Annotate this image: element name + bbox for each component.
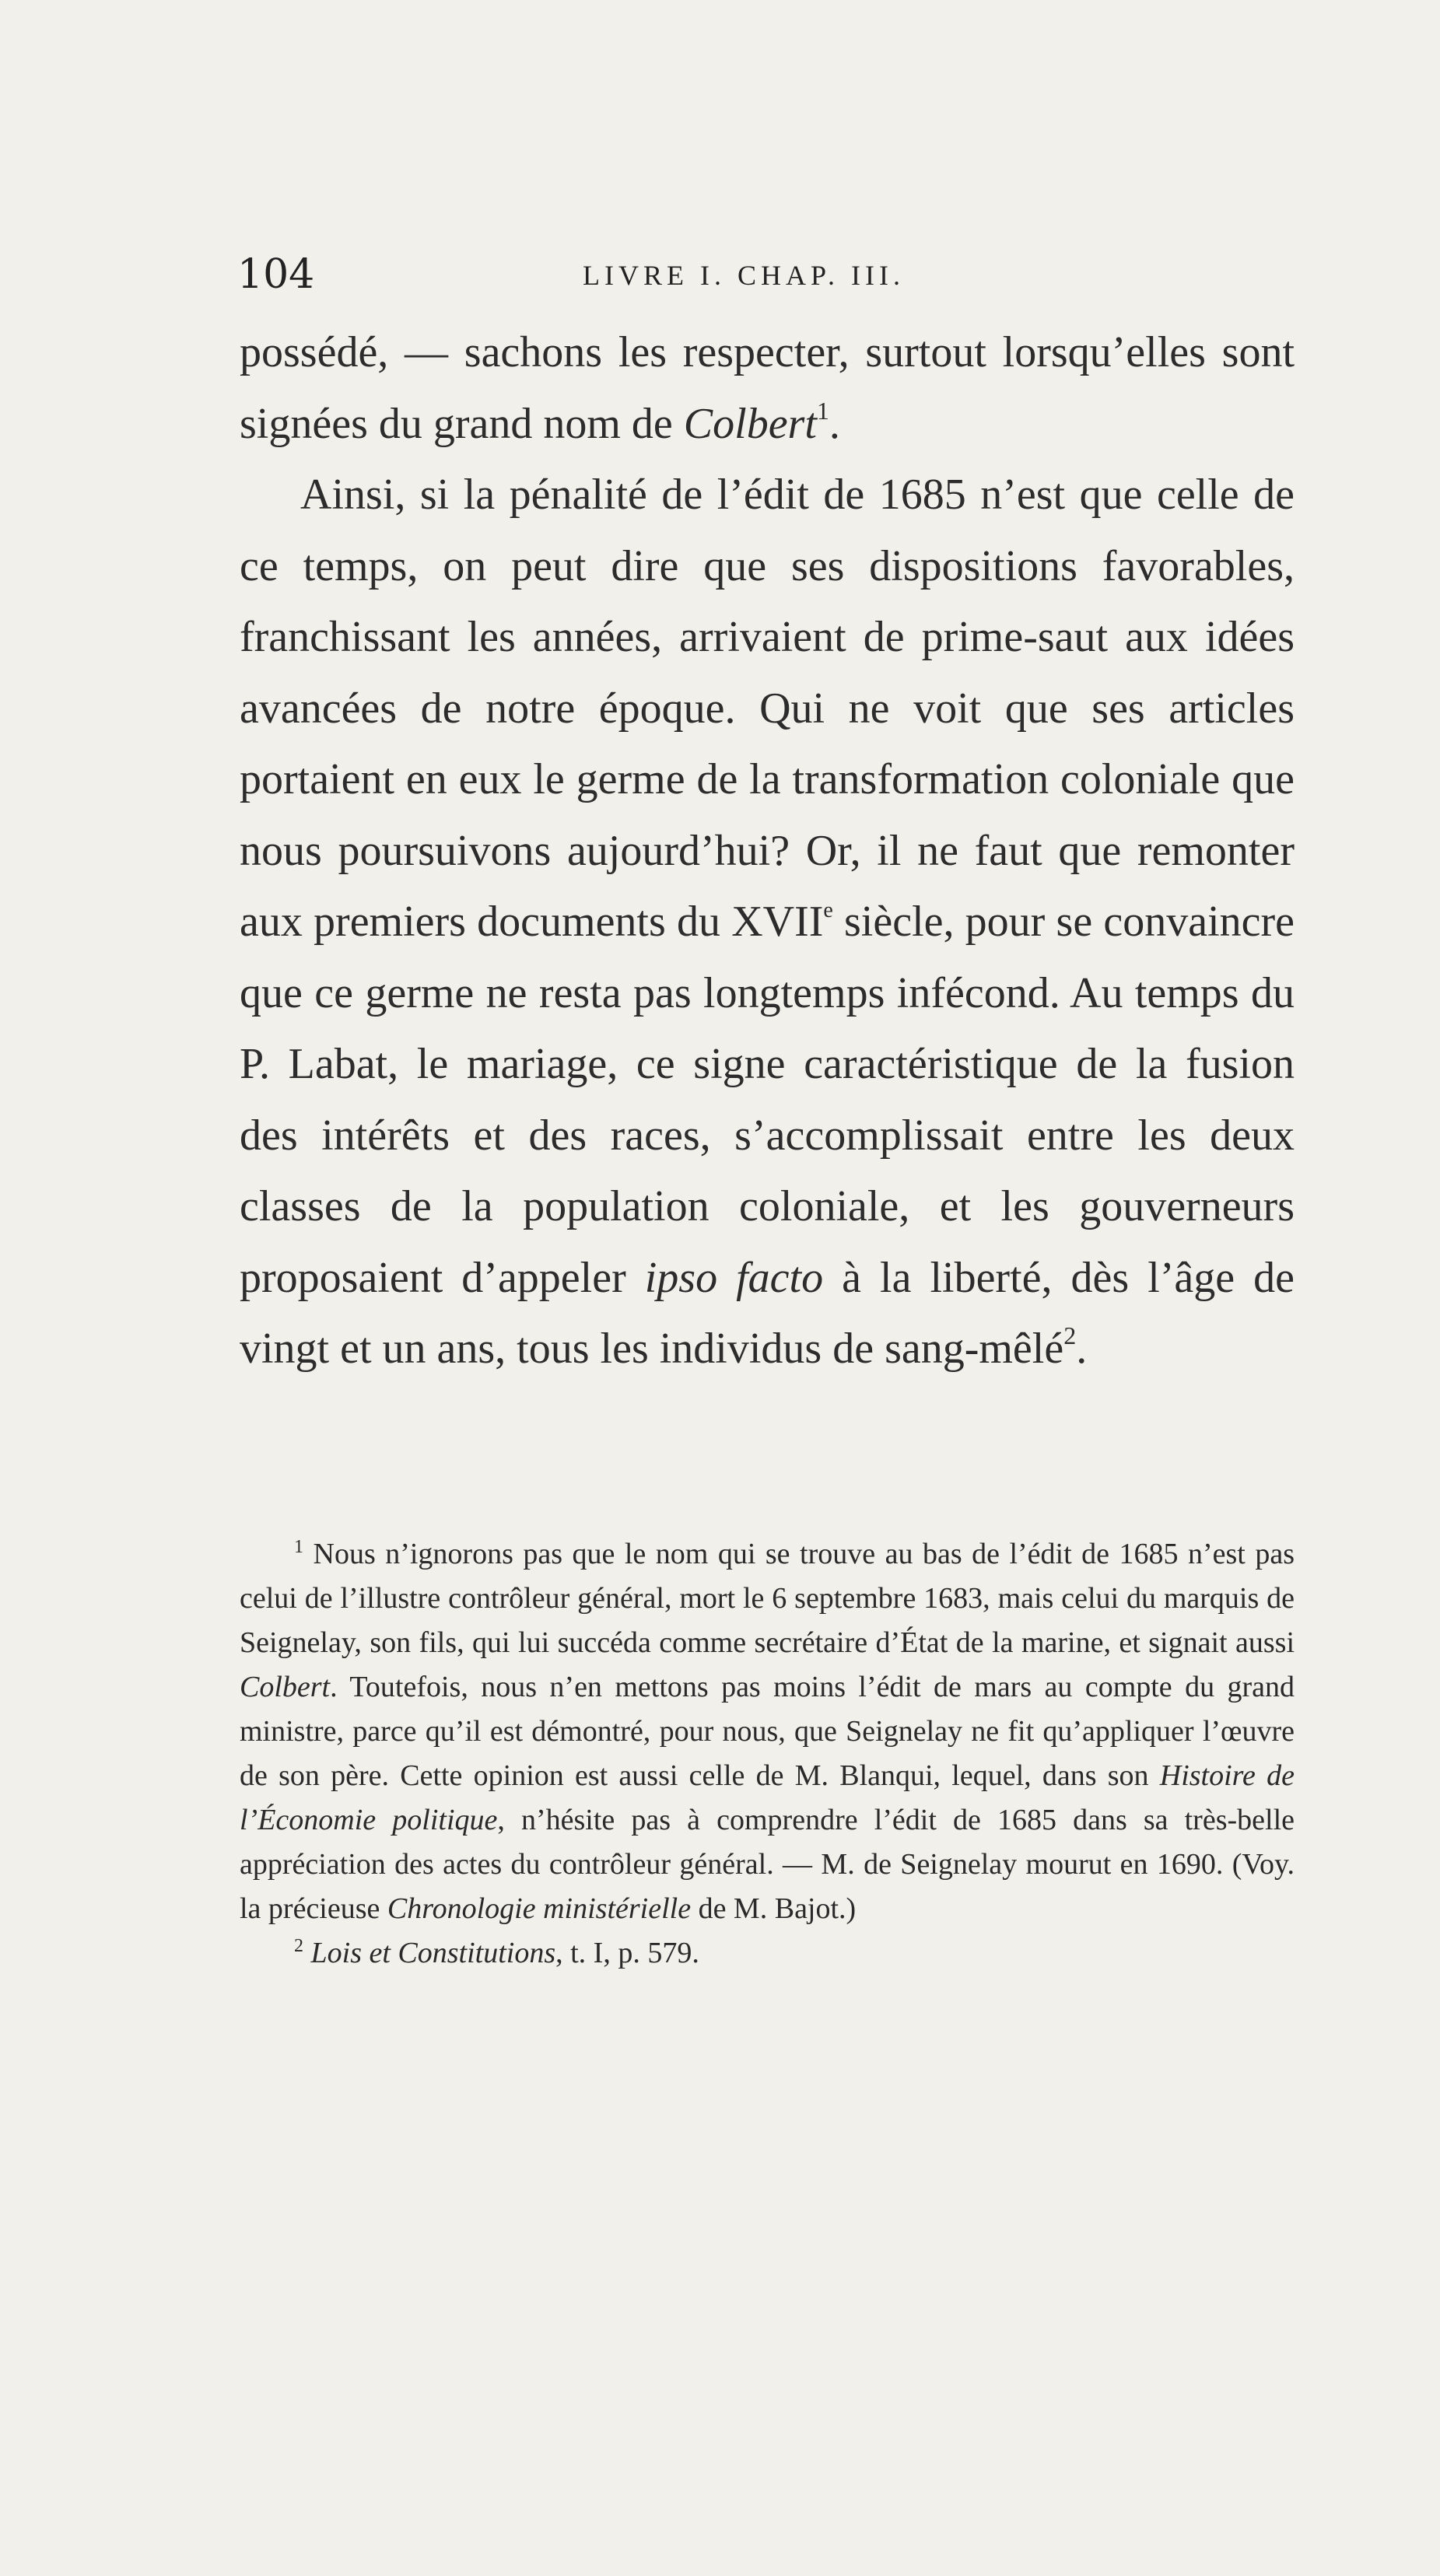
footnote-ref-2: 2 — [1063, 1321, 1077, 1349]
paragraph-text: siècle, pour se convaincre que ce germe ne resta pas longtemps infécond. Au temps du P. Labat, le mariage, ce signe caractéristique de la fusion des intérêts et des races, s’accomplissait entre les deux classes de la population coloniale, et les gouverneurs proposaient d’appeler — [240, 898, 1295, 1302]
paragraph-end: . — [829, 399, 840, 448]
century-superscript: e — [823, 898, 833, 922]
footnote-text: . Toutefois, nous n’en mettons pas moins l’édit de mars au compte du grand ministre, parce qu’il est démontré, pour nous, que Seignelay ne fit qu’appliquer l’œuvre de son père. Cette opinion est aussi celle de M. Blanqui, lequel, dans son — [240, 1671, 1295, 1792]
paragraph-text: à la liberté, dès l’âge de vingt et un ans, tous les individus de sang-mêlé — [240, 1253, 1295, 1373]
footnotes — [240, 1532, 1295, 1976]
footnote-text: Nous n’ignorons pas que le nom qui se trouve au bas de l’édit de 1685 n’est pas celui de l’illustre contrôleur général, mort le 6 septembre 1683, mais celui du marquis de Seignelay, son fils, qui lui succéda comme secrétaire d’État de la marine, et signait aussi — [240, 1538, 1295, 1659]
footnote-text: de M. Bajot.) — [691, 1892, 857, 1925]
paragraph-end: . — [1076, 1325, 1088, 1373]
footnote-ref-1: 1 — [816, 396, 829, 425]
century-numeral: XVII — [731, 898, 824, 946]
footnote-text: , n’hésite pas à comprendre l’édit de 1685 dans sa très-belle appréciation des actes du contrôleur général. — M. de Seignelay mourut en 1690. (Voy. la précieuse — [240, 1804, 1295, 1925]
footnote-italic: Chronologie ministérielle — [387, 1892, 692, 1925]
footnote-2 — [240, 1931, 1295, 1976]
footnote-italic: Lois et Constitutions — [310, 1937, 556, 1969]
footnote-italic: Colbert — [240, 1671, 331, 1703]
paragraph-text: Ainsi, si la pénalité de l’édit de 1685 n’est que celle de ce temps, on peut dire que ses dispositions favorables, franchissant les années, arrivaient de prime-saut aux idées avancées de notre époque. Qui ne voit que ses articles portaient en eux le germe de la transformation coloniale que nous poursuivons aujourd’hui? Or, il ne faut que remonter aux premiers documents du — [240, 471, 1295, 946]
footnote-marker: 1 — [294, 1537, 303, 1557]
italic-phrase: ipso facto — [644, 1253, 824, 1302]
footnote-marker: 2 — [294, 1936, 303, 1956]
running-head: LIVRE I. CHAP. III. — [583, 260, 905, 291]
page-header — [237, 247, 1295, 302]
italic-name: Colbert — [683, 399, 817, 448]
footnote-italic: Histoire de l’Économie politique — [240, 1759, 1295, 1836]
paragraph — [240, 460, 1295, 1385]
page-number: 104 — [237, 251, 315, 298]
paragraph-continued — [240, 317, 1295, 460]
footnote-text: , t. I, p. 579. — [555, 1937, 699, 1969]
main-text — [240, 317, 1295, 1385]
paragraph-text: possédé, — sachons les respecter, surtout lorsqu’elles sont signées du grand nom de — [240, 328, 1295, 448]
footnote-1 — [240, 1532, 1295, 1931]
